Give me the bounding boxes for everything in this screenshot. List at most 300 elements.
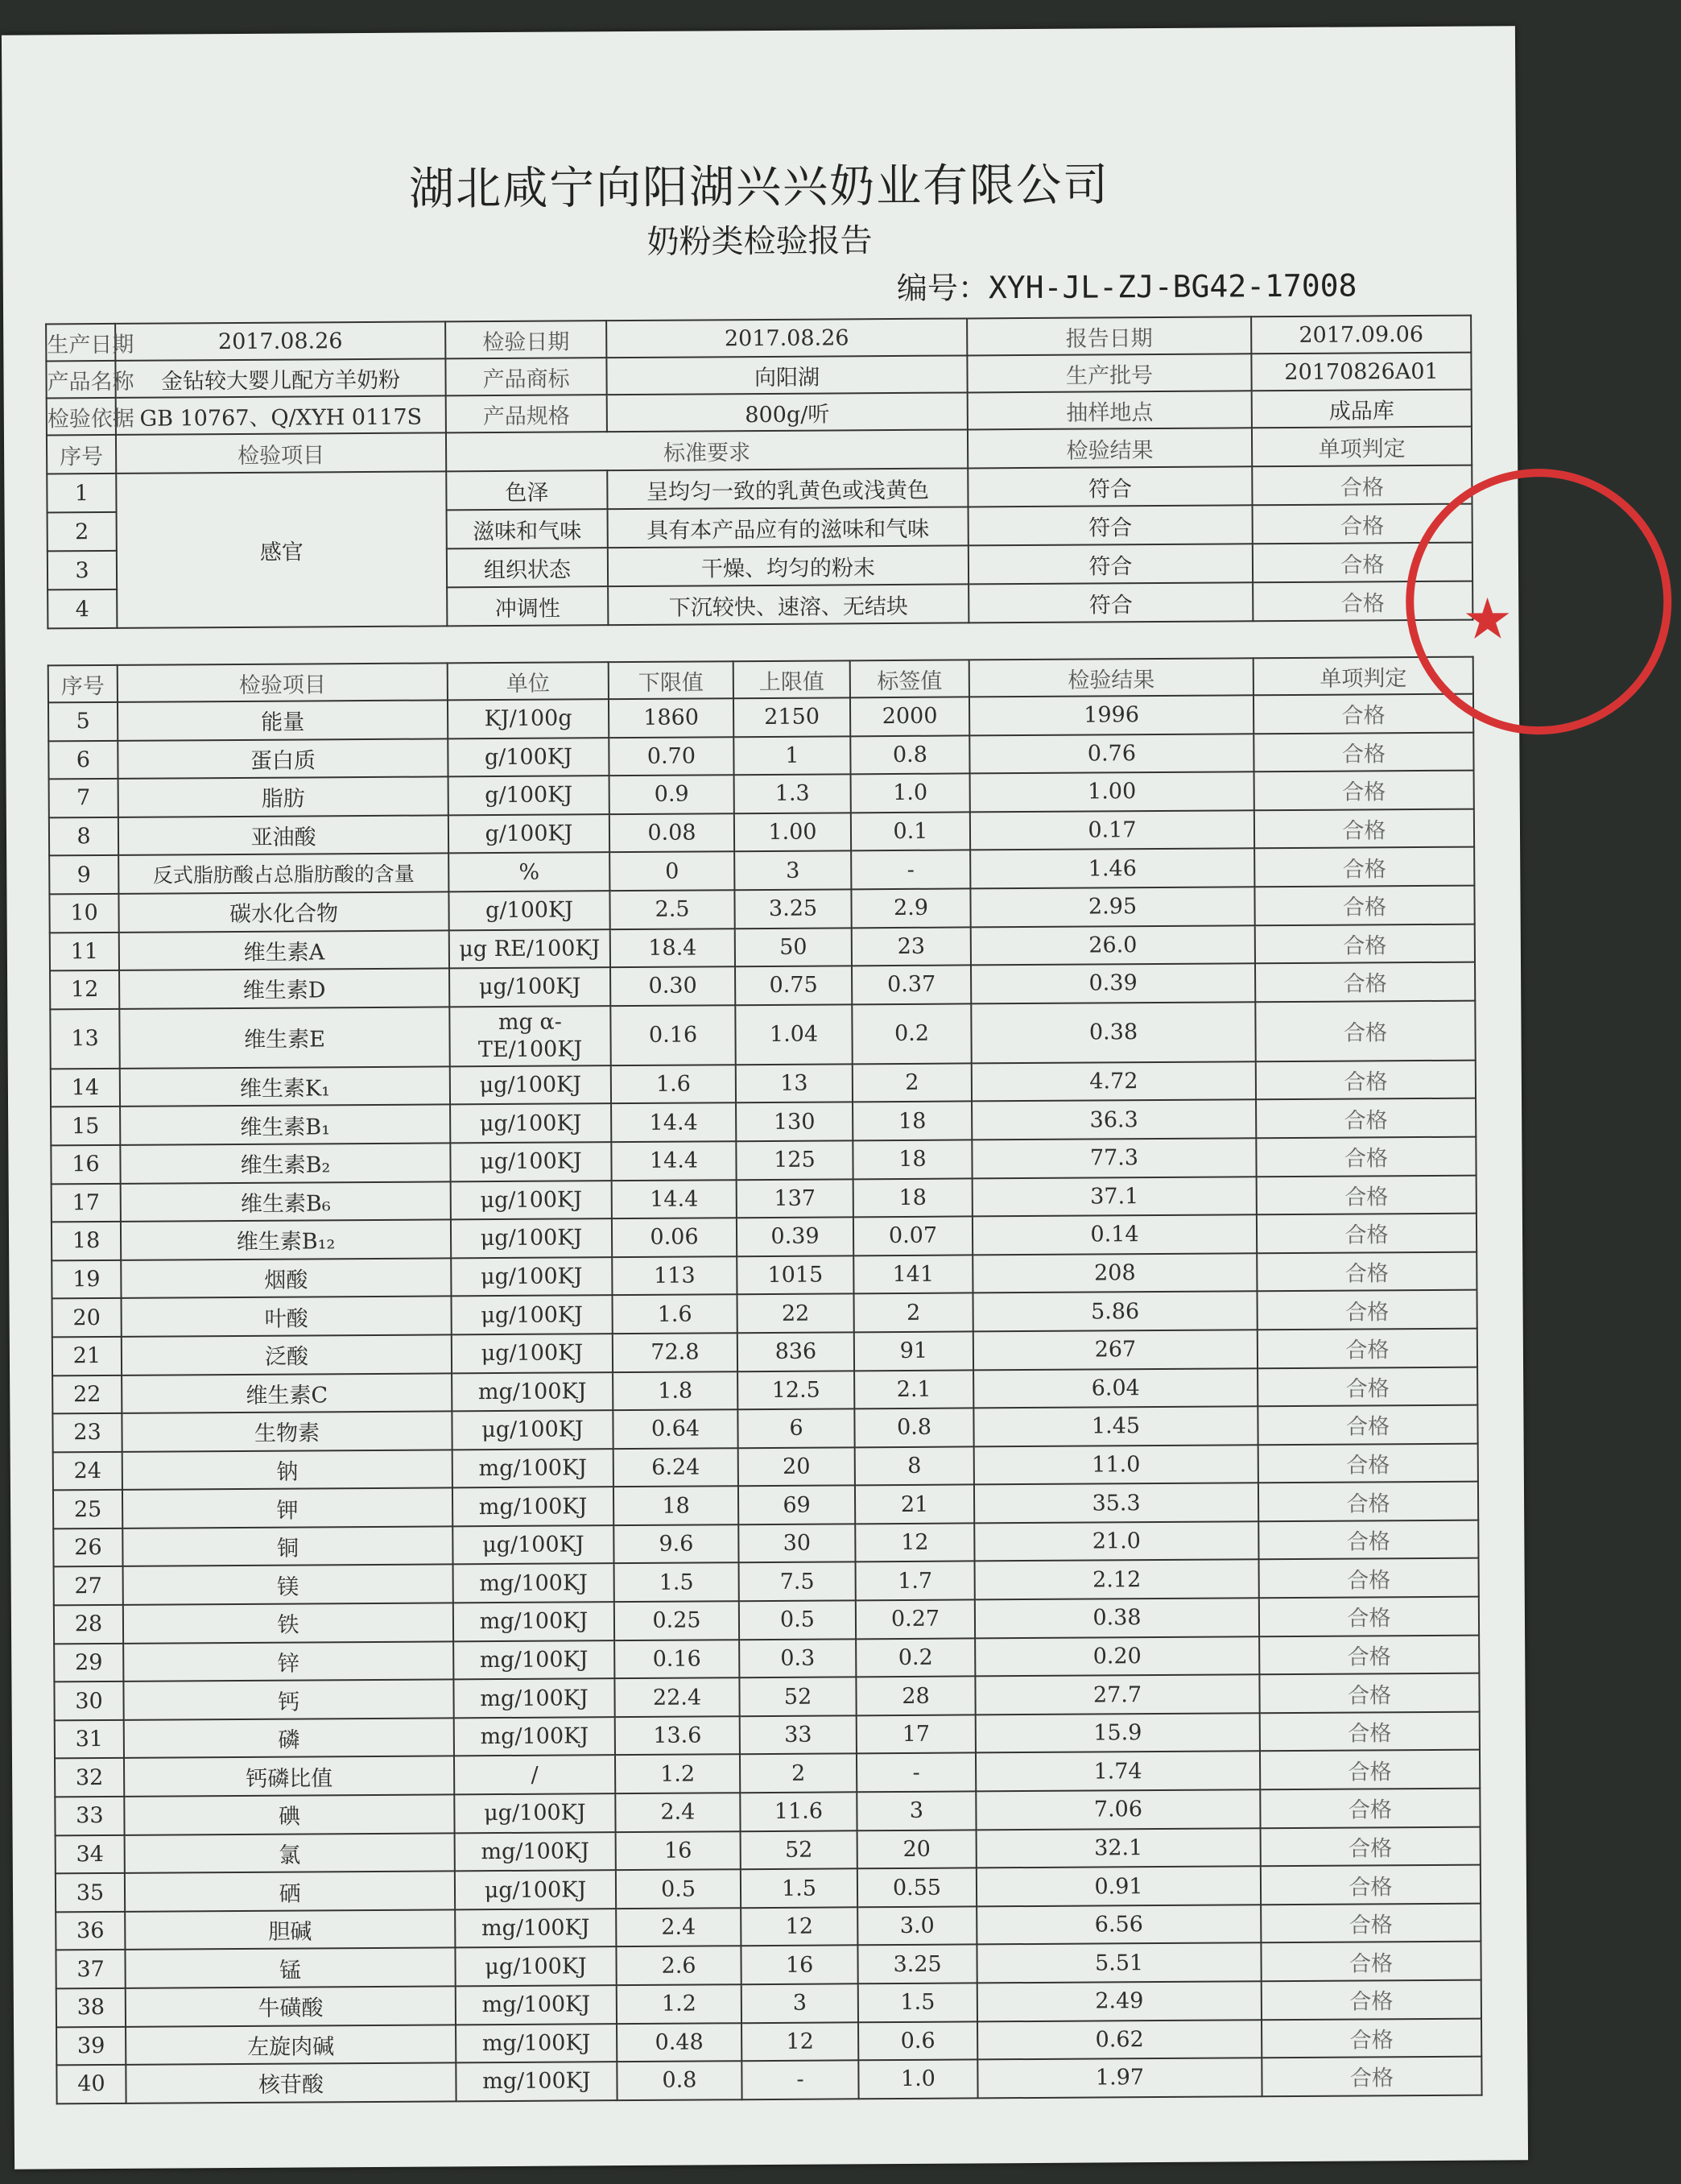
nut-no: 16 (51, 1145, 120, 1184)
nut-upper: 11.6 (740, 1792, 857, 1830)
nut-upper: 50 (735, 928, 852, 966)
nut-upper: 22 (737, 1294, 853, 1333)
nut-unit: μg/100KJ (451, 1257, 612, 1297)
product-spec: 800g/听 (607, 392, 968, 432)
nut-label-value: 3 (857, 1791, 976, 1830)
nut-unit: μg/100KJ (451, 1295, 612, 1334)
nut-verdict: 合格 (1260, 1750, 1480, 1789)
sensory-group: 感官 (116, 471, 447, 628)
nut-no: 37 (56, 1950, 125, 1988)
nut-label-value: 0.8 (854, 1408, 973, 1447)
nut-verdict: 合格 (1259, 1558, 1479, 1598)
nut-item: 铜 (122, 1526, 452, 1566)
sensory-requirement: 具有本产品应有的滋味和气味 (608, 507, 969, 548)
nut-no: 22 (52, 1375, 122, 1413)
nut-unit: mg/100KJ (452, 1487, 613, 1526)
nut-lower: 2.5 (609, 890, 734, 929)
nut-label-value: 1.7 (856, 1561, 975, 1600)
nut-unit: mg/100KJ (456, 2062, 617, 2101)
nut-unit: mg/100KJ (453, 1602, 614, 1641)
nut-lower: 0.30 (610, 966, 735, 1006)
nut-upper: 52 (739, 1677, 856, 1716)
nut-result: 208 (973, 1253, 1257, 1293)
product-name: 金钻较大婴儿配方羊奶粉 (115, 358, 445, 398)
nut-lower: 0.08 (609, 813, 734, 853)
nut-unit: mg/100KJ (453, 1564, 614, 1603)
nut-verdict: 合格 (1259, 1597, 1479, 1636)
nut-label-value: 18 (853, 1102, 972, 1140)
nut-verdict: 合格 (1258, 1329, 1477, 1368)
nut-upper: 2150 (733, 697, 850, 736)
nut-no: 30 (54, 1681, 123, 1720)
nut-lower: 6.24 (613, 1448, 738, 1487)
nut-no: 35 (56, 1873, 125, 1912)
company-name: 湖北咸宁向阳湖兴兴奶业有限公司 (408, 159, 1110, 216)
nut-lower: 0.16 (614, 1640, 739, 1679)
nut-result: 0.38 (971, 1002, 1255, 1063)
nut-verdict: 合格 (1258, 1482, 1478, 1521)
nut-lower: 113 (612, 1256, 737, 1296)
table-row (50, 1000, 1475, 1069)
info-table (45, 315, 1473, 630)
nut-item: 钠 (122, 1450, 452, 1490)
nut-no: 25 (53, 1490, 122, 1528)
sensory-requirement: 呈均匀一致的乳黄色或浅黄色 (607, 468, 968, 509)
nut-lower: 0.64 (613, 1409, 737, 1449)
sensory-no: 2 (47, 512, 117, 552)
nut-item: 镁 (123, 1565, 453, 1605)
nut-unit: μg/100KJ (450, 1104, 611, 1144)
nut-unit: μg/100KJ (452, 1334, 613, 1373)
nut-label-value: 0.27 (856, 1599, 975, 1638)
nut-upper: 30 (738, 1524, 855, 1562)
nut-lower: 1.2 (615, 1755, 740, 1794)
sensory-attr: 冲调性 (447, 586, 608, 626)
nut-no: 19 (52, 1260, 121, 1299)
nut-label-value: 18 (853, 1178, 973, 1217)
nut-lower: 0 (609, 852, 734, 891)
report-title: 奶粉类检验报告 (646, 222, 873, 261)
nut-lower: 18 (613, 1486, 738, 1525)
sensory-result: 符合 (969, 544, 1253, 584)
nut-unit: μg/100KJ (450, 1142, 611, 1181)
nut-verdict: 合格 (1254, 886, 1474, 925)
nut-verdict: 合格 (1262, 2057, 1481, 2096)
nut-result: 1.74 (976, 1752, 1260, 1792)
nut-item: 磷 (124, 1718, 454, 1758)
nut-result: 26.0 (971, 925, 1255, 966)
nut-result: 0.38 (975, 1598, 1259, 1638)
nut-label-value: 0.1 (851, 812, 970, 850)
nut-upper: 1.00 (734, 813, 851, 851)
prod-date-label: 生产日期 (46, 324, 115, 362)
nut-label-value: 28 (856, 1677, 975, 1715)
nut-no: 12 (50, 970, 119, 1009)
nut-unit: mg/100KJ (454, 1717, 615, 1756)
nut-upper: 130 (736, 1102, 853, 1141)
sensory-verdict-header: 单项判定 (1252, 427, 1472, 467)
nut-lower: 2.4 (616, 1908, 741, 1947)
nut-result: 77.3 (972, 1138, 1256, 1178)
nut-verdict: 合格 (1262, 2018, 1481, 2058)
nut-unit: mg/100KJ (455, 1832, 616, 1872)
nut-label-value: 8 (855, 1446, 974, 1485)
nut-unit: μg/100KJ (452, 1525, 613, 1565)
nut-no: 6 (48, 740, 118, 779)
nut-item: 钙磷比值 (124, 1756, 454, 1797)
nut-upper: 1 (733, 736, 850, 775)
nut-label-value: 2000 (850, 697, 969, 735)
nut-label-value: 21 (855, 1485, 974, 1524)
nut-label-value: 12 (855, 1523, 974, 1561)
nut-unit: μg/100KJ (449, 967, 610, 1007)
basis-label: 检验依据 (47, 398, 116, 436)
nut-result: 4.72 (972, 1061, 1256, 1102)
nut-verdict: 合格 (1256, 1060, 1476, 1099)
nut-lower: 13.6 (615, 1716, 740, 1756)
nut-verdict: 合格 (1256, 1098, 1476, 1138)
nut-no: 8 (49, 817, 118, 856)
nut-label-value: 0.6 (858, 2021, 977, 2060)
nut-verdict: 合格 (1254, 694, 1473, 734)
test-date: 2017.08.26 (606, 318, 967, 358)
sensory-verdict: 合格 (1252, 465, 1472, 506)
nut-result: 0.20 (975, 1636, 1259, 1677)
nut-item: 脂肪 (118, 777, 448, 817)
nut-unit: μg/100KJ (455, 1947, 616, 1987)
seal-star-icon: ★ (1462, 585, 1514, 652)
nut-result: 6.56 (977, 1905, 1261, 1945)
nut-label-value: 141 (853, 1255, 973, 1293)
nut-item: 亚油酸 (118, 815, 448, 855)
nut-no: 7 (49, 779, 118, 817)
nut-result: 1.00 (970, 771, 1254, 812)
nut-unit: μg RE/100KJ (449, 929, 610, 969)
nut-lower: 2.4 (615, 1793, 740, 1832)
nut-label-value: 2 (853, 1293, 973, 1332)
nut-item: 左旋肉碱 (126, 2025, 456, 2065)
nut-upper: 125 (736, 1140, 853, 1179)
nut-label-value: 1.0 (858, 2060, 977, 2099)
product-name-label: 产品名称 (46, 361, 115, 399)
sensory-attr: 滋味和气味 (447, 509, 608, 548)
nut-item: 氯 (125, 1833, 455, 1873)
nut-upper: 836 (737, 1332, 854, 1371)
nut-upper: 52 (741, 1830, 857, 1869)
nut-no: 31 (55, 1720, 124, 1759)
nut-result: 21.0 (974, 1521, 1258, 1561)
nut-label-value: 1.5 (858, 1983, 977, 2021)
sensory-no-header: 序号 (47, 435, 116, 474)
nut-item: 钾 (122, 1488, 452, 1528)
nut-unit: μg/100KJ (452, 1410, 613, 1450)
nut-verdict: 合格 (1258, 1405, 1477, 1445)
nut-lower: 1860 (609, 698, 733, 738)
nut-unit: mg/100KJ (456, 1985, 617, 2025)
nut-verdict: 合格 (1258, 1443, 1478, 1483)
nut-no: 40 (56, 2065, 126, 2103)
nut-verdict: 合格 (1255, 1000, 1475, 1061)
nut-result: 2.95 (970, 887, 1254, 927)
nut-item: 维生素B₂ (120, 1143, 450, 1183)
nut-label-value: 0.2 (852, 1003, 971, 1064)
nut-upper-header: 上限值 (733, 660, 850, 698)
nut-item: 维生素B₁ (120, 1105, 450, 1145)
nut-upper: 1.5 (741, 1869, 857, 1908)
nut-upper: 12.5 (737, 1371, 854, 1409)
test-date-label: 检验日期 (445, 321, 606, 358)
nut-unit: mg/100KJ (452, 1372, 613, 1412)
nut-result-header: 检验结果 (969, 658, 1254, 697)
sensory-verdict: 合格 (1253, 581, 1472, 622)
nut-result: 2.12 (975, 1560, 1259, 1600)
nut-no: 26 (53, 1528, 122, 1567)
prod-date: 2017.08.26 (115, 321, 445, 361)
nut-item: 核苷酸 (126, 2063, 456, 2103)
nut-label-value: 2.9 (851, 888, 970, 927)
nut-result: 0.17 (970, 810, 1254, 850)
nut-result: 7.06 (976, 1789, 1260, 1830)
nut-verdict: 合格 (1261, 1942, 1481, 1981)
sensory-verdict: 合格 (1253, 504, 1472, 544)
nut-verdict: 合格 (1259, 1635, 1479, 1674)
nut-upper: 13 (736, 1064, 853, 1102)
nut-upper: 69 (738, 1486, 855, 1524)
nut-lower: 2.6 (616, 1946, 741, 1986)
nut-no: 15 (51, 1106, 120, 1145)
nut-no: 23 (52, 1413, 122, 1452)
trademark: 向阳湖 (606, 355, 967, 395)
nut-unit: mg/100KJ (452, 1449, 613, 1488)
nut-verdict: 合格 (1257, 1290, 1477, 1330)
sensory-requirement: 干燥、均匀的粉末 (608, 545, 969, 586)
nut-unit: μg/100KJ (454, 1793, 615, 1833)
nut-result: 36.3 (972, 1100, 1256, 1140)
nut-lower: 72.8 (613, 1333, 737, 1372)
nut-lower: 16 (616, 1831, 741, 1871)
nut-lower: 14.4 (612, 1180, 737, 1219)
nut-result: 1996 (969, 695, 1254, 735)
nut-upper: 12 (741, 2022, 858, 2061)
nut-item: 维生素D (119, 969, 449, 1009)
nut-verdict: 合格 (1261, 1865, 1481, 1905)
nut-lower: 14.4 (611, 1141, 736, 1181)
nut-result: 15.9 (976, 1713, 1260, 1753)
nut-unit: g/100KJ (448, 738, 609, 777)
nut-item: 维生素C (122, 1373, 452, 1413)
sensory-item-header: 检验项目 (116, 432, 446, 474)
nut-result: 0.91 (977, 1866, 1261, 1906)
nut-upper: 20 (738, 1447, 855, 1486)
nut-no: 9 (49, 855, 118, 894)
nut-unit: mg α-TE/100KJ (449, 1006, 610, 1066)
nut-unit: μg/100KJ (451, 1181, 612, 1220)
nut-item: 钙 (123, 1680, 453, 1720)
nut-lower: 0.8 (617, 2061, 741, 2100)
nut-verdict: 合格 (1261, 1903, 1481, 1942)
nut-label-value: 2.1 (854, 1370, 973, 1408)
nut-unit: % (448, 853, 609, 892)
nut-item: 牛磺酸 (126, 1986, 456, 2026)
nut-result: 5.86 (973, 1292, 1257, 1332)
nut-result: 37.1 (973, 1177, 1257, 1217)
nut-no: 13 (50, 1009, 119, 1069)
nut-result: 35.3 (974, 1483, 1258, 1524)
nut-verdict: 合格 (1261, 1826, 1481, 1866)
nut-item: 能量 (118, 700, 448, 740)
nut-upper: 6 (737, 1408, 854, 1447)
nut-upper: 3 (734, 851, 851, 890)
nut-item: 维生素B₆ (121, 1181, 451, 1222)
nut-upper: 3.25 (734, 889, 851, 928)
nut-no: 33 (55, 1797, 124, 1835)
sensory-attr: 组织状态 (447, 548, 608, 587)
sensory-standard-header: 标准要求 (446, 429, 968, 471)
nut-lower: 0.06 (612, 1218, 737, 1257)
nut-unit: mg/100KJ (455, 1909, 616, 1948)
nut-verdict: 合格 (1255, 962, 1475, 1002)
nut-lower: 1.8 (613, 1371, 737, 1411)
nut-upper: 12 (741, 1907, 857, 1946)
nut-unit: g/100KJ (448, 891, 609, 930)
nut-unit: / (454, 1756, 615, 1795)
nut-result: 1.45 (973, 1406, 1258, 1446)
nut-upper: - (741, 2060, 858, 2099)
nut-label-value: - (857, 1753, 976, 1792)
nut-upper: 0.39 (737, 1217, 853, 1255)
spec-label: 产品规格 (446, 395, 607, 432)
nut-item-header: 检验项目 (118, 663, 448, 702)
nut-unit: mg/100KJ (453, 1640, 614, 1680)
nut-result: 0.76 (969, 734, 1254, 774)
nut-no: 28 (54, 1605, 123, 1644)
nut-label-value: 0.8 (850, 735, 969, 774)
nut-upper: 0.5 (739, 1600, 856, 1639)
nut-verdict: 合格 (1257, 1251, 1477, 1291)
nut-lower: 0.70 (609, 737, 733, 776)
table-row (56, 2057, 1481, 2103)
nut-item: 泛酸 (122, 1334, 452, 1375)
nut-verdict: 合格 (1256, 1137, 1476, 1177)
nut-upper: 1015 (737, 1255, 853, 1294)
nut-lower: 1.2 (617, 1984, 741, 2024)
nut-unit: mg/100KJ (453, 1678, 614, 1718)
nut-lower: 18.4 (610, 929, 735, 968)
nut-upper: 16 (741, 1946, 857, 1984)
nut-label-value: 17 (857, 1715, 976, 1753)
nut-unit: KJ/100g (448, 699, 609, 738)
nut-item: 碘 (124, 1794, 454, 1834)
nut-verdict-header: 单项判定 (1254, 657, 1473, 696)
nut-no: 11 (50, 932, 119, 970)
sensory-verdict: 合格 (1253, 543, 1472, 583)
nut-no: 36 (56, 1912, 125, 1950)
nut-no: 24 (53, 1452, 122, 1491)
nut-no-header: 序号 (48, 665, 118, 703)
nut-upper: 7.5 (739, 1562, 856, 1601)
nut-verdict: 合格 (1257, 1175, 1477, 1214)
sensory-no: 3 (47, 551, 117, 590)
nut-result: 11.0 (974, 1445, 1258, 1485)
nut-unit-header: 单位 (448, 662, 609, 700)
nut-lower: 1.6 (611, 1065, 736, 1104)
nutrient-table (47, 656, 1483, 2105)
nut-no: 21 (52, 1337, 122, 1375)
nut-unit: g/100KJ (448, 814, 609, 854)
nut-item: 维生素B₁₂ (121, 1220, 451, 1260)
nut-result: 5.51 (977, 1943, 1261, 1983)
nut-item: 生物素 (122, 1411, 452, 1451)
nut-no: 29 (54, 1644, 123, 1682)
nut-label-value: 3.25 (857, 1945, 977, 1983)
nut-verdict: 合格 (1254, 771, 1474, 810)
nut-item: 硒 (125, 1872, 455, 1912)
nut-label-value: 0.07 (853, 1217, 973, 1255)
trademark-label: 产品商标 (445, 358, 606, 395)
nut-label-value: 0.37 (852, 966, 971, 1004)
test-basis: GB 10767、Q/XYH 0117S (116, 395, 446, 435)
nut-result: 0.62 (977, 2020, 1262, 2060)
nut-upper: 33 (740, 1715, 857, 1754)
nut-item: 维生素K₁ (120, 1066, 450, 1106)
nut-label-value: 91 (854, 1331, 973, 1370)
nut-item: 胆碱 (125, 1909, 455, 1950)
nut-lower: 14.4 (611, 1103, 736, 1143)
nut-verdict: 合格 (1260, 1789, 1480, 1828)
nut-no: 34 (56, 1835, 125, 1874)
nut-result: 267 (973, 1330, 1258, 1370)
nut-verdict: 合格 (1258, 1367, 1477, 1406)
batch-label: 生产批号 (967, 354, 1251, 392)
nut-item: 蛋白质 (118, 738, 448, 779)
batch-number: 20170826A01 (1251, 353, 1471, 391)
nut-item: 维生素E (119, 1007, 449, 1069)
nut-item: 碳水化合物 (118, 891, 448, 932)
nut-upper: 0.75 (735, 966, 852, 1004)
sensory-result: 符合 (969, 582, 1253, 623)
nut-lower: 0.9 (609, 775, 734, 814)
report-paper (2, 26, 1528, 2169)
nut-result: 32.1 (977, 1828, 1261, 1868)
nut-label-value: 20 (857, 1830, 977, 1868)
sensory-result: 符合 (969, 505, 1253, 545)
nut-result: 27.7 (975, 1675, 1259, 1715)
nut-no: 20 (52, 1298, 122, 1337)
sensory-no: 4 (47, 589, 117, 629)
nut-label-value: 18 (853, 1140, 972, 1178)
nut-label-value: 3.0 (857, 1906, 977, 1945)
nut-verdict: 合格 (1257, 1214, 1477, 1253)
nut-label-value: 23 (852, 927, 971, 966)
nut-lower: 22.4 (614, 1677, 739, 1717)
nut-no: 18 (52, 1222, 121, 1260)
nut-label-value: - (851, 850, 970, 889)
nut-unit: mg/100KJ (456, 2024, 617, 2063)
nut-upper: 3 (741, 1983, 858, 2022)
report-date-label: 报告日期 (967, 316, 1251, 355)
nut-item: 反式脂肪酸占总脂肪酸的含量 (118, 854, 448, 894)
nut-verdict: 合格 (1254, 809, 1474, 848)
nut-no: 38 (56, 1988, 126, 2027)
nut-upper: 137 (737, 1179, 853, 1218)
nut-no: 10 (49, 894, 118, 933)
nut-result: 1.97 (977, 2058, 1262, 2098)
report-number: 编号：XYH-JL-ZJ-BG42-17008 (896, 267, 1357, 306)
sampling-label: 抽样地点 (968, 391, 1252, 429)
nut-item: 锰 (125, 1948, 455, 1988)
nut-verdict: 合格 (1258, 1520, 1478, 1559)
nut-item: 维生素A (119, 930, 449, 970)
